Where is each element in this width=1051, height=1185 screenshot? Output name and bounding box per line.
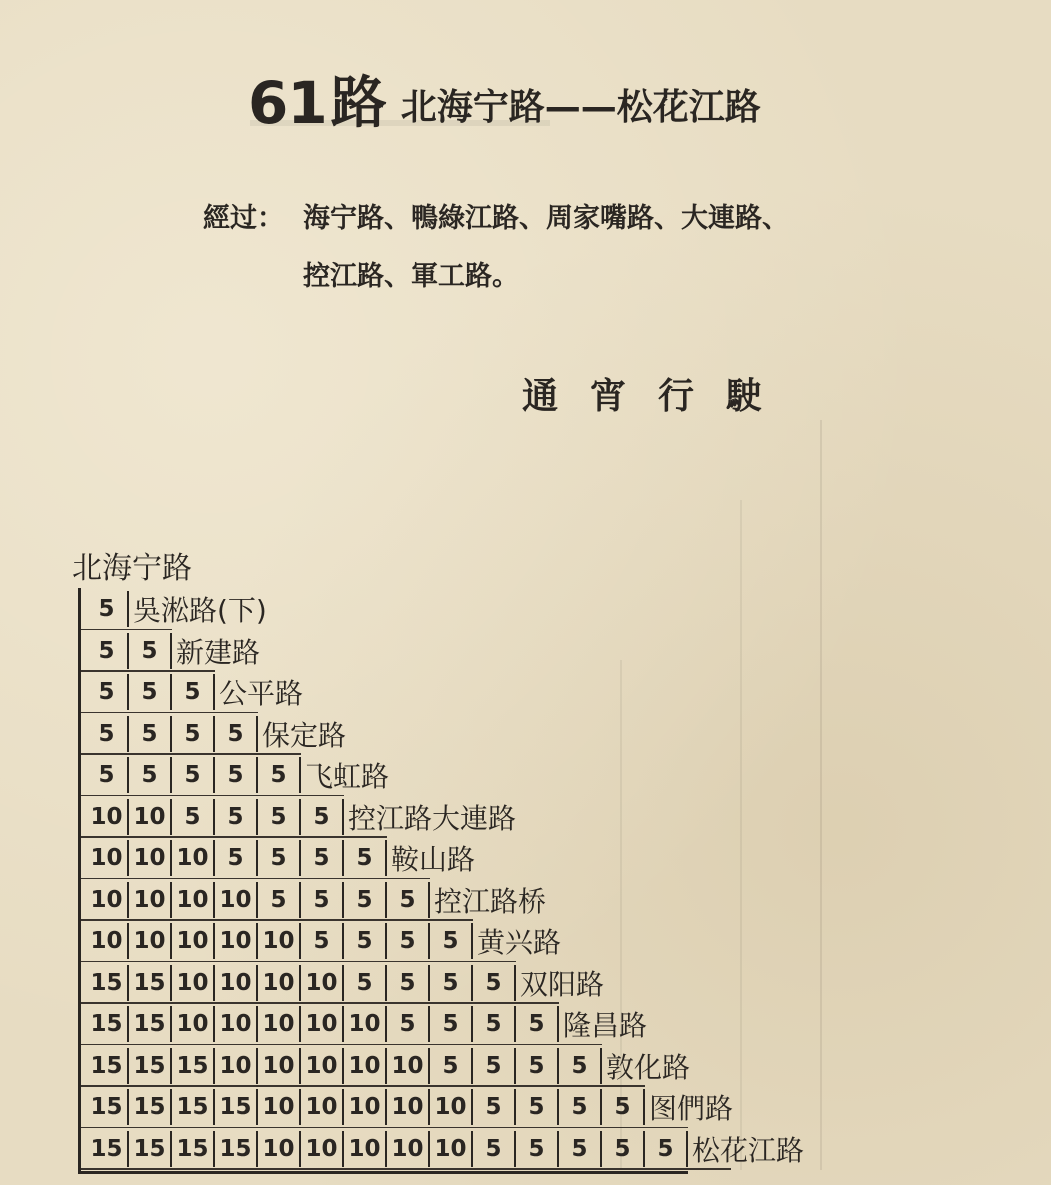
- fare-cell: 10: [258, 1048, 301, 1084]
- fare-row: [86, 1086, 733, 1128]
- via-streets-line2: 控江路、軍工路。: [303, 261, 519, 292]
- fare-cell: 5: [344, 840, 387, 876]
- matrix-bottom-rule: [78, 1171, 688, 1174]
- fare-cell: 10: [215, 882, 258, 918]
- fare-cell: 10: [86, 799, 129, 835]
- fare-cell: 5: [86, 591, 129, 627]
- fare-cell: 10: [172, 965, 215, 1001]
- fare-row: [86, 1003, 647, 1045]
- fare-cell: 5: [559, 1131, 602, 1167]
- fare-cell: 5: [172, 799, 215, 835]
- fare-cell: 5: [473, 1131, 516, 1167]
- fare-cell: 5: [602, 1089, 645, 1125]
- fare-cell: 5: [172, 716, 215, 752]
- schedule-title: 通宵行駛: [522, 375, 795, 417]
- fare-cell: 5: [516, 1089, 559, 1125]
- fare-cell: 10: [344, 1006, 387, 1042]
- fare-cell: 10: [172, 923, 215, 959]
- fare-cell: 10: [387, 1131, 430, 1167]
- fare-cell: 10: [129, 840, 172, 876]
- fare-cell: 5: [344, 923, 387, 959]
- fare-cell: 5: [172, 757, 215, 793]
- fare-cell: 10: [258, 923, 301, 959]
- fare-cell: 10: [129, 882, 172, 918]
- fare-cell: 15: [172, 1131, 215, 1167]
- fare-cell: 5: [215, 757, 258, 793]
- fare-row: [86, 837, 475, 879]
- fare-cell: 10: [430, 1131, 473, 1167]
- fare-cell: 10: [172, 840, 215, 876]
- fare-cell: 15: [86, 1048, 129, 1084]
- fare-cell: 15: [86, 1006, 129, 1042]
- fare-cell: 5: [344, 965, 387, 1001]
- fare-cell: 5: [86, 757, 129, 793]
- fare-cell: 10: [129, 923, 172, 959]
- fare-cell: 10: [387, 1089, 430, 1125]
- fare-cell: 5: [645, 1131, 688, 1167]
- fare-cell: 10: [301, 965, 344, 1001]
- fare-cell: 5: [516, 1048, 559, 1084]
- fare-cell: 5: [301, 882, 344, 918]
- fare-cell: 15: [215, 1089, 258, 1125]
- stop-name: 隆昌路: [563, 1009, 648, 1042]
- fare-cell: 5: [172, 674, 215, 710]
- fare-cell: 15: [129, 1089, 172, 1125]
- stop-name: 鞍山路: [391, 843, 476, 876]
- fare-cell: 5: [473, 1048, 516, 1084]
- fare-cell: 5: [387, 1006, 430, 1042]
- fare-cell: 5: [215, 716, 258, 752]
- stop-name: 控江路桥: [434, 884, 547, 918]
- fare-cell: 5: [559, 1089, 602, 1125]
- fare-cell: 5: [258, 882, 301, 918]
- fare-row: [86, 754, 389, 796]
- fare-row: [86, 671, 303, 713]
- fare-cell: 5: [430, 1006, 473, 1042]
- fare-cell: 5: [473, 1089, 516, 1125]
- fare-cell: 10: [258, 1006, 301, 1042]
- fare-row: [86, 879, 546, 921]
- stop-name: 黄兴路: [477, 926, 562, 959]
- fare-cell: 10: [344, 1048, 387, 1084]
- fare-cell: 10: [172, 1006, 215, 1042]
- fare-cell: 5: [129, 674, 172, 710]
- fare-cell: 5: [258, 757, 301, 793]
- fare-row: [86, 1128, 804, 1170]
- fare-cell: 15: [129, 1048, 172, 1084]
- fare-cell: 5: [430, 1048, 473, 1084]
- fare-cell: 5: [215, 840, 258, 876]
- route-endpoints: 北海宁路——松花江路: [400, 87, 761, 128]
- fare-cell: 10: [215, 1048, 258, 1084]
- route-number: 61: [248, 69, 327, 137]
- fare-cell: 15: [215, 1131, 258, 1167]
- fare-cell: 10: [129, 799, 172, 835]
- fare-cell: 5: [301, 840, 344, 876]
- fare-cell: 5: [516, 1006, 559, 1042]
- fare-cell: 5: [86, 716, 129, 752]
- fare-row: [86, 713, 346, 755]
- fare-cell: 5: [473, 1006, 516, 1042]
- fare-cell: 5: [473, 965, 516, 1001]
- stop-name: 保定路: [262, 718, 347, 752]
- fare-cell: 10: [172, 882, 215, 918]
- stop-name: 吳淞路(下): [133, 594, 267, 627]
- fare-row: [86, 630, 260, 672]
- fare-cell: 10: [258, 1089, 301, 1125]
- fare-cell: 10: [86, 840, 129, 876]
- fare-row: [86, 588, 267, 630]
- fare-cell: 10: [86, 923, 129, 959]
- fare-cell: 15: [129, 965, 172, 1001]
- fare-cell: 5: [430, 965, 473, 1001]
- fare-cell: 5: [258, 799, 301, 835]
- fare-cell: 5: [129, 757, 172, 793]
- fare-cell: 10: [301, 1089, 344, 1125]
- fare-cell: 5: [215, 799, 258, 835]
- fare-cell: 10: [258, 965, 301, 1001]
- fare-cell: 5: [86, 633, 129, 669]
- stop-name: 双阳路: [520, 967, 605, 1001]
- fare-cell: 5: [602, 1131, 645, 1167]
- fare-cell: 5: [344, 882, 387, 918]
- fare-cell: 10: [344, 1131, 387, 1167]
- fare-cell: 15: [172, 1048, 215, 1084]
- stop-name: 松花江路: [692, 1133, 805, 1167]
- fare-cell: 10: [301, 1006, 344, 1042]
- stop-name: 公平路: [219, 677, 304, 710]
- fare-cell: 10: [344, 1089, 387, 1125]
- stop-name: 图們路: [649, 1092, 734, 1125]
- fare-cell: 5: [86, 674, 129, 710]
- fare-cell: 10: [215, 1006, 258, 1042]
- stop-name: 新建路: [176, 635, 261, 669]
- origin-stop: 北海宁路: [72, 551, 192, 586]
- fare-row: [86, 796, 516, 838]
- stop-name: 敦化路: [606, 1050, 691, 1084]
- fare-cell: 5: [430, 923, 473, 959]
- fare-cell: 10: [215, 923, 258, 959]
- fare-cell: 15: [86, 965, 129, 1001]
- fare-cell: 10: [215, 965, 258, 1001]
- fare-cell: 5: [516, 1131, 559, 1167]
- fare-cell: 5: [387, 923, 430, 959]
- fare-cell: 15: [172, 1089, 215, 1125]
- fare-cell: 15: [86, 1131, 129, 1167]
- fare-cell: 5: [387, 965, 430, 1001]
- fare-cell: 5: [301, 923, 344, 959]
- fare-cell: 10: [86, 882, 129, 918]
- fare-cell: 5: [258, 840, 301, 876]
- fare-cell: 10: [301, 1048, 344, 1084]
- fare-cell: 10: [430, 1089, 473, 1125]
- fare-cell: 15: [129, 1006, 172, 1042]
- fare-cell: 15: [129, 1131, 172, 1167]
- fare-cell: 15: [86, 1089, 129, 1125]
- fare-row: [86, 1045, 690, 1087]
- via-label: 經过：: [203, 203, 284, 234]
- fare-cell: 5: [129, 716, 172, 752]
- fare-cell: 10: [387, 1048, 430, 1084]
- fare-cell: 5: [301, 799, 344, 835]
- row-rule: [81, 1168, 731, 1170]
- fare-row: [86, 920, 561, 962]
- fare-cell: 10: [258, 1131, 301, 1167]
- via-streets-line1: 海宁路、鴨綠江路、周家嘴路、大連路、: [303, 203, 789, 234]
- fare-cell: 5: [129, 633, 172, 669]
- fare-row: [86, 962, 604, 1004]
- route-suffix: 路: [330, 71, 387, 136]
- stop-name: 控江路大連路: [348, 801, 517, 835]
- route-title: [248, 52, 761, 137]
- fare-cell: 5: [387, 882, 430, 918]
- fare-cell: 10: [301, 1131, 344, 1167]
- fare-cell: 5: [559, 1048, 602, 1084]
- stop-name: 飞虹路: [305, 760, 390, 793]
